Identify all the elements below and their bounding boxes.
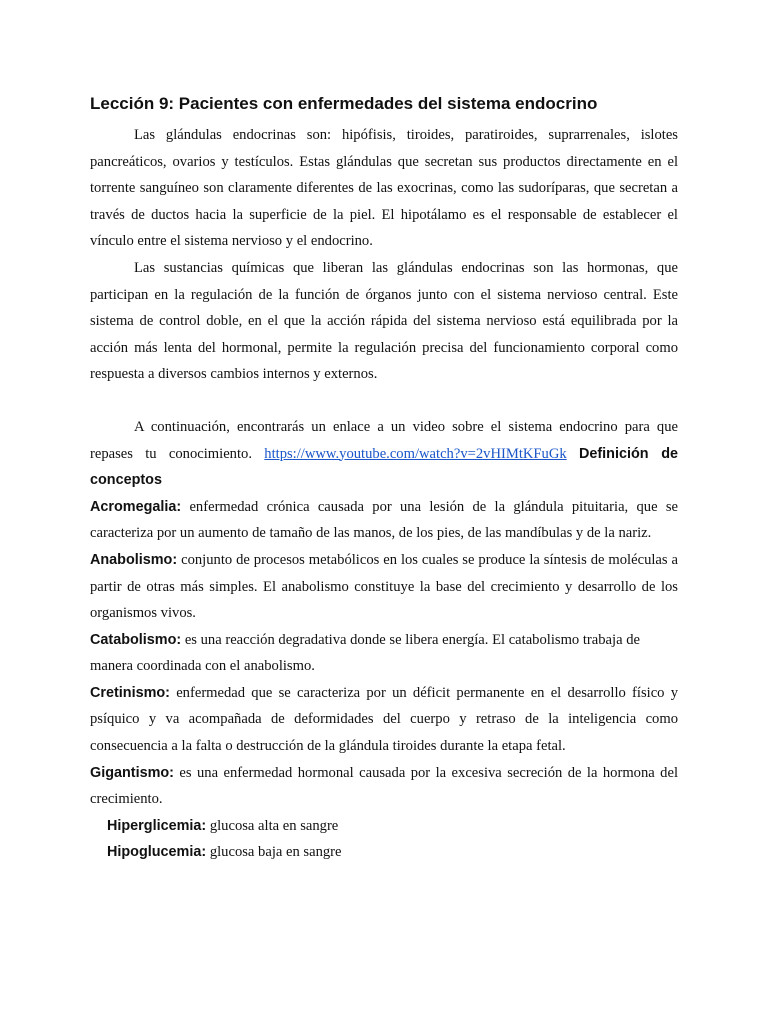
intro-paragraph-2: Las sustancias químicas que liberan las glándulas endocrinas son las hormonas, que participan en la regulación de la función de órganos junto con el sistema nervioso central. Este sistema de control doble, en el que la acción rápida del sistema nervioso está equilibrada por la acción más lenta del hormonal, permite la regulación precisa del funcionamiento corporal como respuesta a diversos cambios internos y externos. [90, 259, 678, 383]
definition-term: Catabolismo: [90, 631, 182, 648]
definition-text: glucosa baja en sangre [209, 844, 342, 861]
video-link[interactable]: https://www.youtube.com/watch?v=2vHIMtKFuGk [264, 445, 567, 462]
definition-term: Cretinismo: [90, 684, 170, 701]
definition-term: Hipoglucemia: [107, 844, 207, 861]
definition-text: glucosa alta en sangre [209, 817, 339, 834]
definition-cretinismo [90, 680, 678, 760]
definition-anabolismo [90, 547, 678, 627]
paragraph-gap [90, 388, 678, 414]
definitions-heading: Definición de conceptos [90, 445, 678, 489]
definition-catabolismo [90, 627, 678, 680]
definition-text: es una reacción degradativa donde se libera energía. El catabolismo trabaja de manera coordinada con el anabolismo. [90, 631, 640, 675]
page-title: Lección 9: Pacientes con enfermedades del sistema endocrino [90, 94, 598, 113]
definition-term: Hiperglicemia: [107, 817, 207, 834]
definition-term: Anabolismo: [90, 551, 178, 568]
definition-term: Gigantismo: [90, 764, 174, 781]
intro-paragraph-1: Las glándulas endocrinas son: hipófisis, tiroides, paratiroides, suprarrenales, islotes pancreáticos, ovarios y testículos. Estas glándulas que secretan sus productos directamente en el torrente sanguíneo son claramente diferentes de las exocrinas, como las sudoríparas, que secretan a través de ductos hacia la superficie de la piel. El hipotálamo es el responsable de establecer el vínculo entre el sistema nervioso y el endocrino. [90, 127, 678, 250]
definition-term: Acromegalia: [90, 498, 182, 515]
definition-gigantismo [90, 760, 678, 813]
definition-text: conjunto de procesos metabólicos en los cuales se produce la síntesis de moléculas a partir de otras más simples. El anabolismo constituye la base del crecimiento y desarrollo de los organismos vivos. [90, 551, 678, 622]
definition-acromegalia [90, 494, 678, 547]
definition-text: es una enfermedad hormonal causada por la excesiva secreción de la hormona del crecimiento. [90, 764, 679, 808]
definition-hiperglicemia [90, 813, 678, 840]
definition-hipoglucemia [90, 839, 678, 866]
definition-text: enfermedad que se caracteriza por un déficit permanente en el desarrollo físico y psíquico y va acompañada de deformidades del cuerpo y retraso de la inteligencia como consecuencia a la falta o destrucción de la glándula tiroides durante la etapa fetal. [90, 684, 678, 755]
definition-text: enfermedad crónica causada por una lesión de la glándula pituitaria, que se caracteriza por un aumento de tamaño de las manos, de los pies, de las mandíbulas y de la nariz. [90, 498, 678, 542]
video-intro-text: A continuación, encontrarás un enlace a un video sobre el sistema endocrino para que repases tu conocimiento. [90, 418, 678, 462]
intro-paragraph-3 [90, 414, 678, 494]
